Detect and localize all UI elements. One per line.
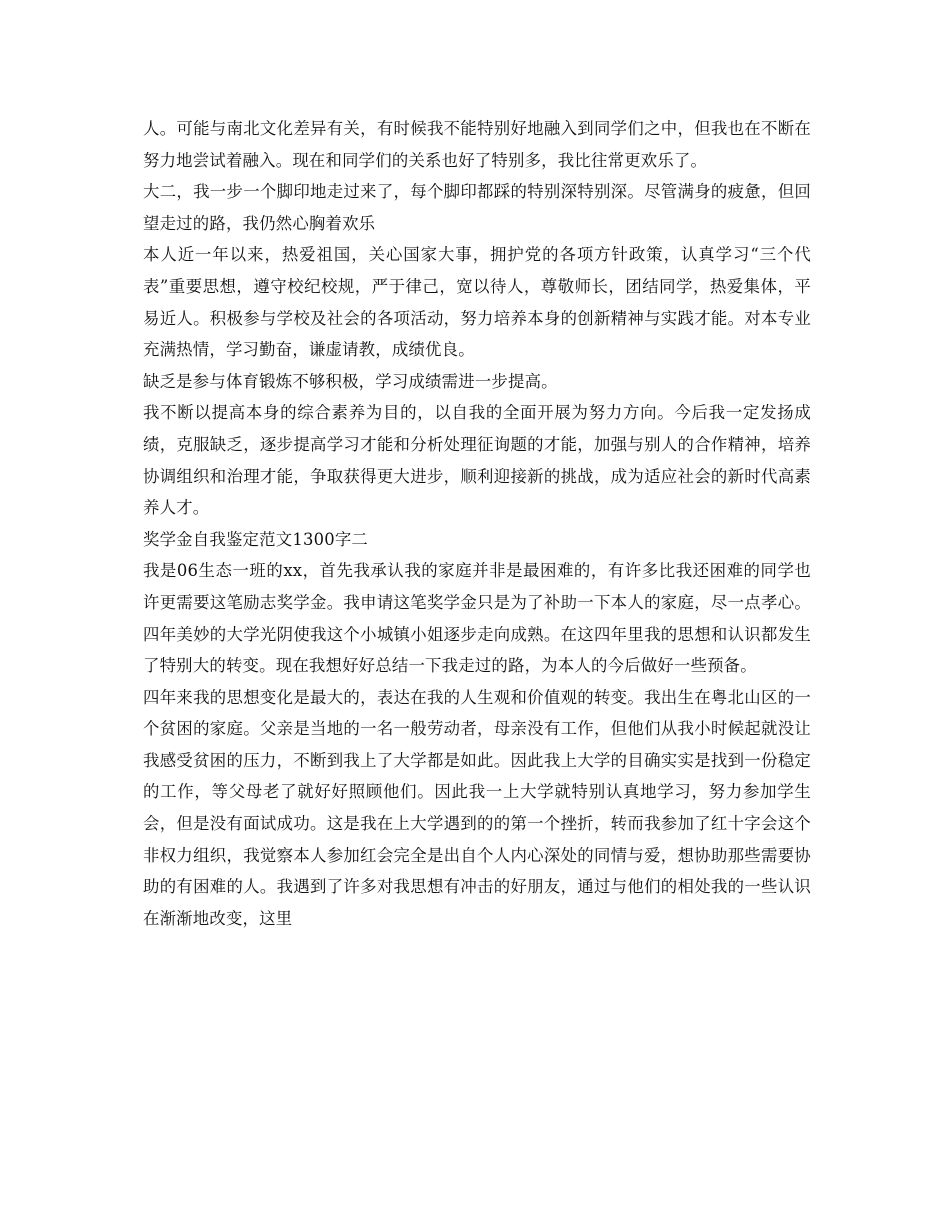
paragraph-7: 四年来我的思想变化是最大的，表达在我的人生观和价值观的转变。我出生在粤北山区的一个贫困的家庭。父亲是当地的一名一般劳动者，母亲没有工作，但他们从我小时候起就没让我感受贫困的压力，不断到我上了大学都是如此。因此我上大学的目确实实是找到一份稳定的工作，等父母老了就好好照顾他们。因此我一上大学就特别认真地学习，努力参加学生会，但是没有面试成功。这是我在上大学遇到的的第一个挫折，转而我参加了红十字会这个非权力组织，我觉察本人参加红会完全是出自个人内心深处的同情与爱，想协助那些需要协助的有困难的人。我遇到了许多对我思想有冲击的好朋友，通过与他们的相处我的一些认识在渐渐地改变，这里 (143, 687, 811, 928)
document-body (143, 113, 811, 934)
paragraph-3: 本人近一年以来，热爱祖国，关心国家大事，拥护党的各项方针政策，认真学习“三个代表”重要思想，遵守校纪校规，严于律己，宽以待人，尊敬师长，团结同学，热爱集体，平易近人。积极参与学校及社会的各项活动，努力培养本身的创新精神与实践才能。对本专业充满热情，学习勤奋，谦虚请教，成绩优良。 (143, 245, 811, 360)
paragraph-1: 人。可能与南北文化差异有关，有时候我不能特别好地融入到同学们之中，但我也在不断在努力地尝试着融入。现在和同学们的关系也好了特别多，我比往常更欢乐了。 (143, 119, 811, 170)
section-title: 奖学金自我鉴定范文1300字二 (143, 529, 369, 549)
paragraph-2: 大二，我一步一个脚印地走过来了，每个脚印都踩的特别深特别深。尽管满身的疲惫，但回望走过的路，我仍然心胸着欢乐 (143, 182, 811, 233)
paragraph-4: 缺乏是参与体育锻炼不够积极，学习成绩需进一步提高。 (143, 371, 558, 391)
paragraph-5: 我不断以提高本身的综合素养为目的，以自我的全面开展为努力方向。今后我一定发扬成绩，克服缺乏，逐步提高学习才能和分析处理征询题的才能，加强与别人的合作精神，培养协调组织和治理才能，争取获得更大进步，顺利迎接新的挑战，成为适应社会的新时代高素养人才。 (143, 403, 811, 518)
paragraph-6: 我是06生态一班的xx，首先我承认我的家庭并非是最困难的，有许多比我还困难的同学也许更需要这笔励志奖学金。我申请这笔奖学金只是为了补助一下本人的家庭，尽一点孝心。四年美妙的大学光阴使我这个小城镇小姐逐步走向成熟。在这四年里我的思想和认识都发生了特别大的转变。现在我想好好总结一下我走过的路，为本人的今后做好一些预备。 (143, 561, 811, 676)
